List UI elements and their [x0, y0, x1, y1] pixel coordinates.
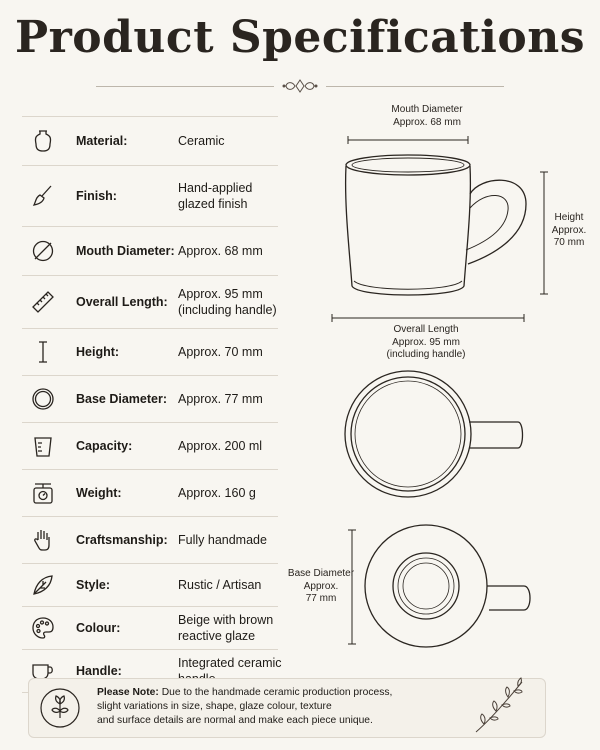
spec-value: Approx. 77 mm	[178, 392, 263, 406]
length-label-line: (including handle)	[386, 349, 466, 360]
circle-icon	[30, 386, 56, 412]
spec-table	[22, 116, 282, 693]
spec-value: Rustic / Artisan	[178, 578, 262, 592]
length-label-line: Approx. 95 mm	[392, 336, 460, 348]
height-label-line: Height	[554, 212, 584, 223]
mouth-diameter-label	[370, 104, 484, 129]
height-label	[545, 212, 593, 250]
page-title: Product Specifications	[15, 12, 585, 63]
spec-row-finish	[22, 165, 278, 226]
title-divider-left	[96, 86, 274, 87]
spec-label: Overall Length:	[76, 295, 168, 309]
ornament-icon	[282, 76, 318, 96]
height-label-line: 70 mm	[553, 237, 585, 248]
spec-row-craftsmanship	[22, 516, 278, 563]
diameter-icon	[30, 238, 56, 264]
base-diameter-label	[286, 568, 356, 606]
spec-label: Mouth Diameter:	[76, 244, 175, 258]
spec-row-height	[22, 328, 278, 375]
mug-bottom-view	[365, 525, 530, 647]
note-line: Due to the handmade ceramic production process,	[161, 687, 393, 698]
spec-value: Beige with brown reactive glaze	[178, 613, 274, 643]
spec-label: Style:	[76, 578, 111, 592]
height-icon	[30, 339, 56, 365]
spec-value: Hand-applied glazed finish	[178, 181, 253, 211]
note-line: and surface details are normal and make each piece unique.	[97, 715, 373, 726]
spec-value: Approx. 68 mm	[178, 244, 263, 258]
spec-row-material	[22, 116, 278, 165]
length-dimension-line	[332, 314, 524, 322]
spec-value: Ceramic	[178, 134, 225, 148]
spec-value: Integrated ceramic	[178, 656, 282, 670]
base-label-line: Approx.	[303, 580, 339, 592]
palette-icon	[30, 615, 56, 641]
base-label-line: Base Diameter	[287, 568, 355, 579]
mug-side-view	[346, 155, 526, 295]
ruler-icon	[30, 289, 56, 315]
spec-row-weight	[22, 469, 278, 516]
title-divider-right	[326, 86, 504, 87]
note-line: slight variations in size, shape, glaze colour, texture	[97, 701, 332, 712]
spec-row-style	[22, 563, 278, 606]
olive-sprig-icon	[470, 676, 530, 736]
spec-row-overall-length	[22, 275, 278, 328]
overall-length-label	[366, 324, 486, 362]
leaf-icon	[30, 572, 56, 598]
mouth-dimension-line	[348, 136, 468, 144]
spec-label: Craftsmanship:	[76, 533, 168, 547]
spec-value: Approx. 200 ml	[178, 439, 263, 453]
spec-row-capacity	[22, 422, 278, 469]
spec-label: Material:	[76, 134, 128, 148]
mouth-label-line: Mouth Diameter	[391, 104, 463, 115]
mug-top-view	[345, 371, 523, 497]
sprout-circle-icon	[39, 687, 81, 729]
spec-label: Capacity:	[76, 439, 133, 453]
spec-value: Approx. 160 g	[178, 486, 256, 500]
note-heading: Please Note:	[97, 687, 159, 698]
hand-icon	[30, 527, 56, 553]
spec-row-base-diameter	[22, 375, 278, 422]
height-label-line: Approx.	[551, 224, 587, 236]
spec-label: Weight:	[76, 486, 122, 500]
spec-value: Approx. 95 mm (including handle)	[178, 287, 277, 317]
spec-value: Approx. 70 mm	[178, 345, 263, 359]
spec-row-mouth-diameter	[22, 226, 278, 275]
spec-row-colour	[22, 606, 278, 649]
spec-label: Handle:	[76, 664, 122, 678]
note-text	[97, 686, 417, 728]
base-label-line: 77 mm	[305, 593, 337, 604]
mouth-label-line: Approx. 68 mm	[393, 116, 461, 128]
spec-value: Fully handmade	[178, 533, 267, 547]
spec-label: Height:	[76, 345, 120, 359]
spec-label: Colour:	[76, 621, 121, 635]
vase-icon	[30, 128, 56, 154]
measuring-cup-icon	[30, 433, 56, 459]
brush-icon	[30, 183, 56, 209]
spec-label: Base Diameter:	[76, 392, 168, 406]
care-note	[28, 678, 546, 738]
spec-label: Finish:	[76, 189, 117, 203]
scale-icon	[30, 480, 56, 506]
length-label-line: Overall Length	[393, 324, 459, 335]
